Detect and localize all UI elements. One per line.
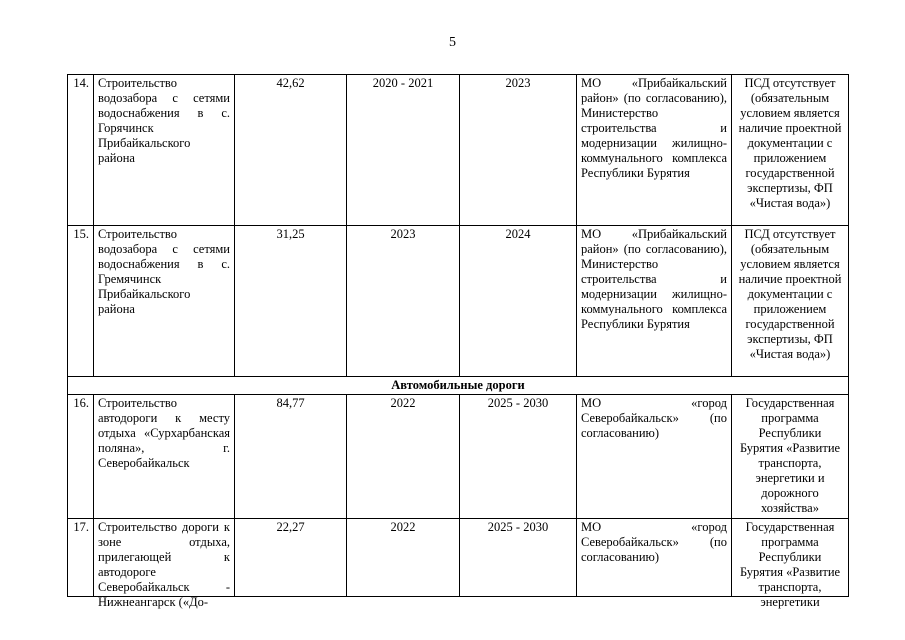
table-row xyxy=(68,226,849,377)
table-row xyxy=(68,519,849,597)
cost-value: 42,62 xyxy=(235,75,347,226)
cost-value: 31,25 xyxy=(235,226,347,377)
build-period: 2025 - 2030 xyxy=(460,395,577,519)
build-period: 2025 - 2030 xyxy=(460,519,577,597)
data-table xyxy=(67,74,849,609)
note-cell: ПСД отсутствует (обязательным условием является наличие проектной документации с приложением государственной экспертизы, ФП «Чистая вода») xyxy=(732,75,849,226)
responsible-party: МО «город Северобайкальск» (по согласованию) xyxy=(577,395,732,519)
row-number: 14. xyxy=(68,75,94,226)
responsible-party: МО «Прибайкальский район» (по согласованию), Министерство строительства и модернизации жилищно-коммунального комплекса Республики Бурятия xyxy=(577,75,732,226)
cost-value: 22,27 xyxy=(235,519,347,597)
table-row xyxy=(68,75,849,226)
responsible-party: МО «Прибайкальский район» (по согласованию), Министерство строительства и модернизации жилищно-коммунального комплекса Республики Бурятия xyxy=(577,226,732,377)
section-title: Автомобильные дороги xyxy=(68,377,849,395)
design-period: 2020 - 2021 xyxy=(347,75,460,226)
build-period: 2023 xyxy=(460,75,577,226)
page-number: 5 xyxy=(449,35,456,50)
row-number: 15. xyxy=(68,226,94,377)
build-period: 2024 xyxy=(460,226,577,377)
design-period: 2022 xyxy=(347,519,460,597)
row-number: 17. xyxy=(68,519,94,597)
note-cell: Государственная программа Республики Бурятия «Развитие транспорта, энергетики xyxy=(739,520,841,609)
design-period: 2022 xyxy=(347,395,460,519)
project-name: Строительство водозабора с сетями водоснабжения в с. Горячинск Прибайкальского района xyxy=(94,75,235,226)
design-period: 2023 xyxy=(347,226,460,377)
note-cell: Государственная программа Республики Бурятия «Развитие транспорта, энергетики и дорожного хозяйства» xyxy=(732,395,849,519)
project-name: Строительство автодороги к месту отдыха «Сурхарбанская поляна», г. Северобайкальск xyxy=(94,395,235,519)
table-row xyxy=(68,395,849,519)
note-cell: ПСД отсутствует (обязательным условием является наличие проектной документации с приложением государственной экспертизы, ФП «Чистая вода») xyxy=(732,226,849,377)
row-number: 16. xyxy=(68,395,94,519)
cost-value: 84,77 xyxy=(235,395,347,519)
responsible-party: МО «город Северобайкальск» (по согласованию) xyxy=(577,519,732,597)
section-row xyxy=(68,377,849,395)
project-name: Строительство водозабора с сетями водоснабжения в с. Гремячинск Прибайкальского района xyxy=(94,226,235,377)
project-name: Строительство дороги к зоне отдыха, прилегающей к автодороге Северобайкальск - Нижнеангарск («До- xyxy=(98,520,230,609)
